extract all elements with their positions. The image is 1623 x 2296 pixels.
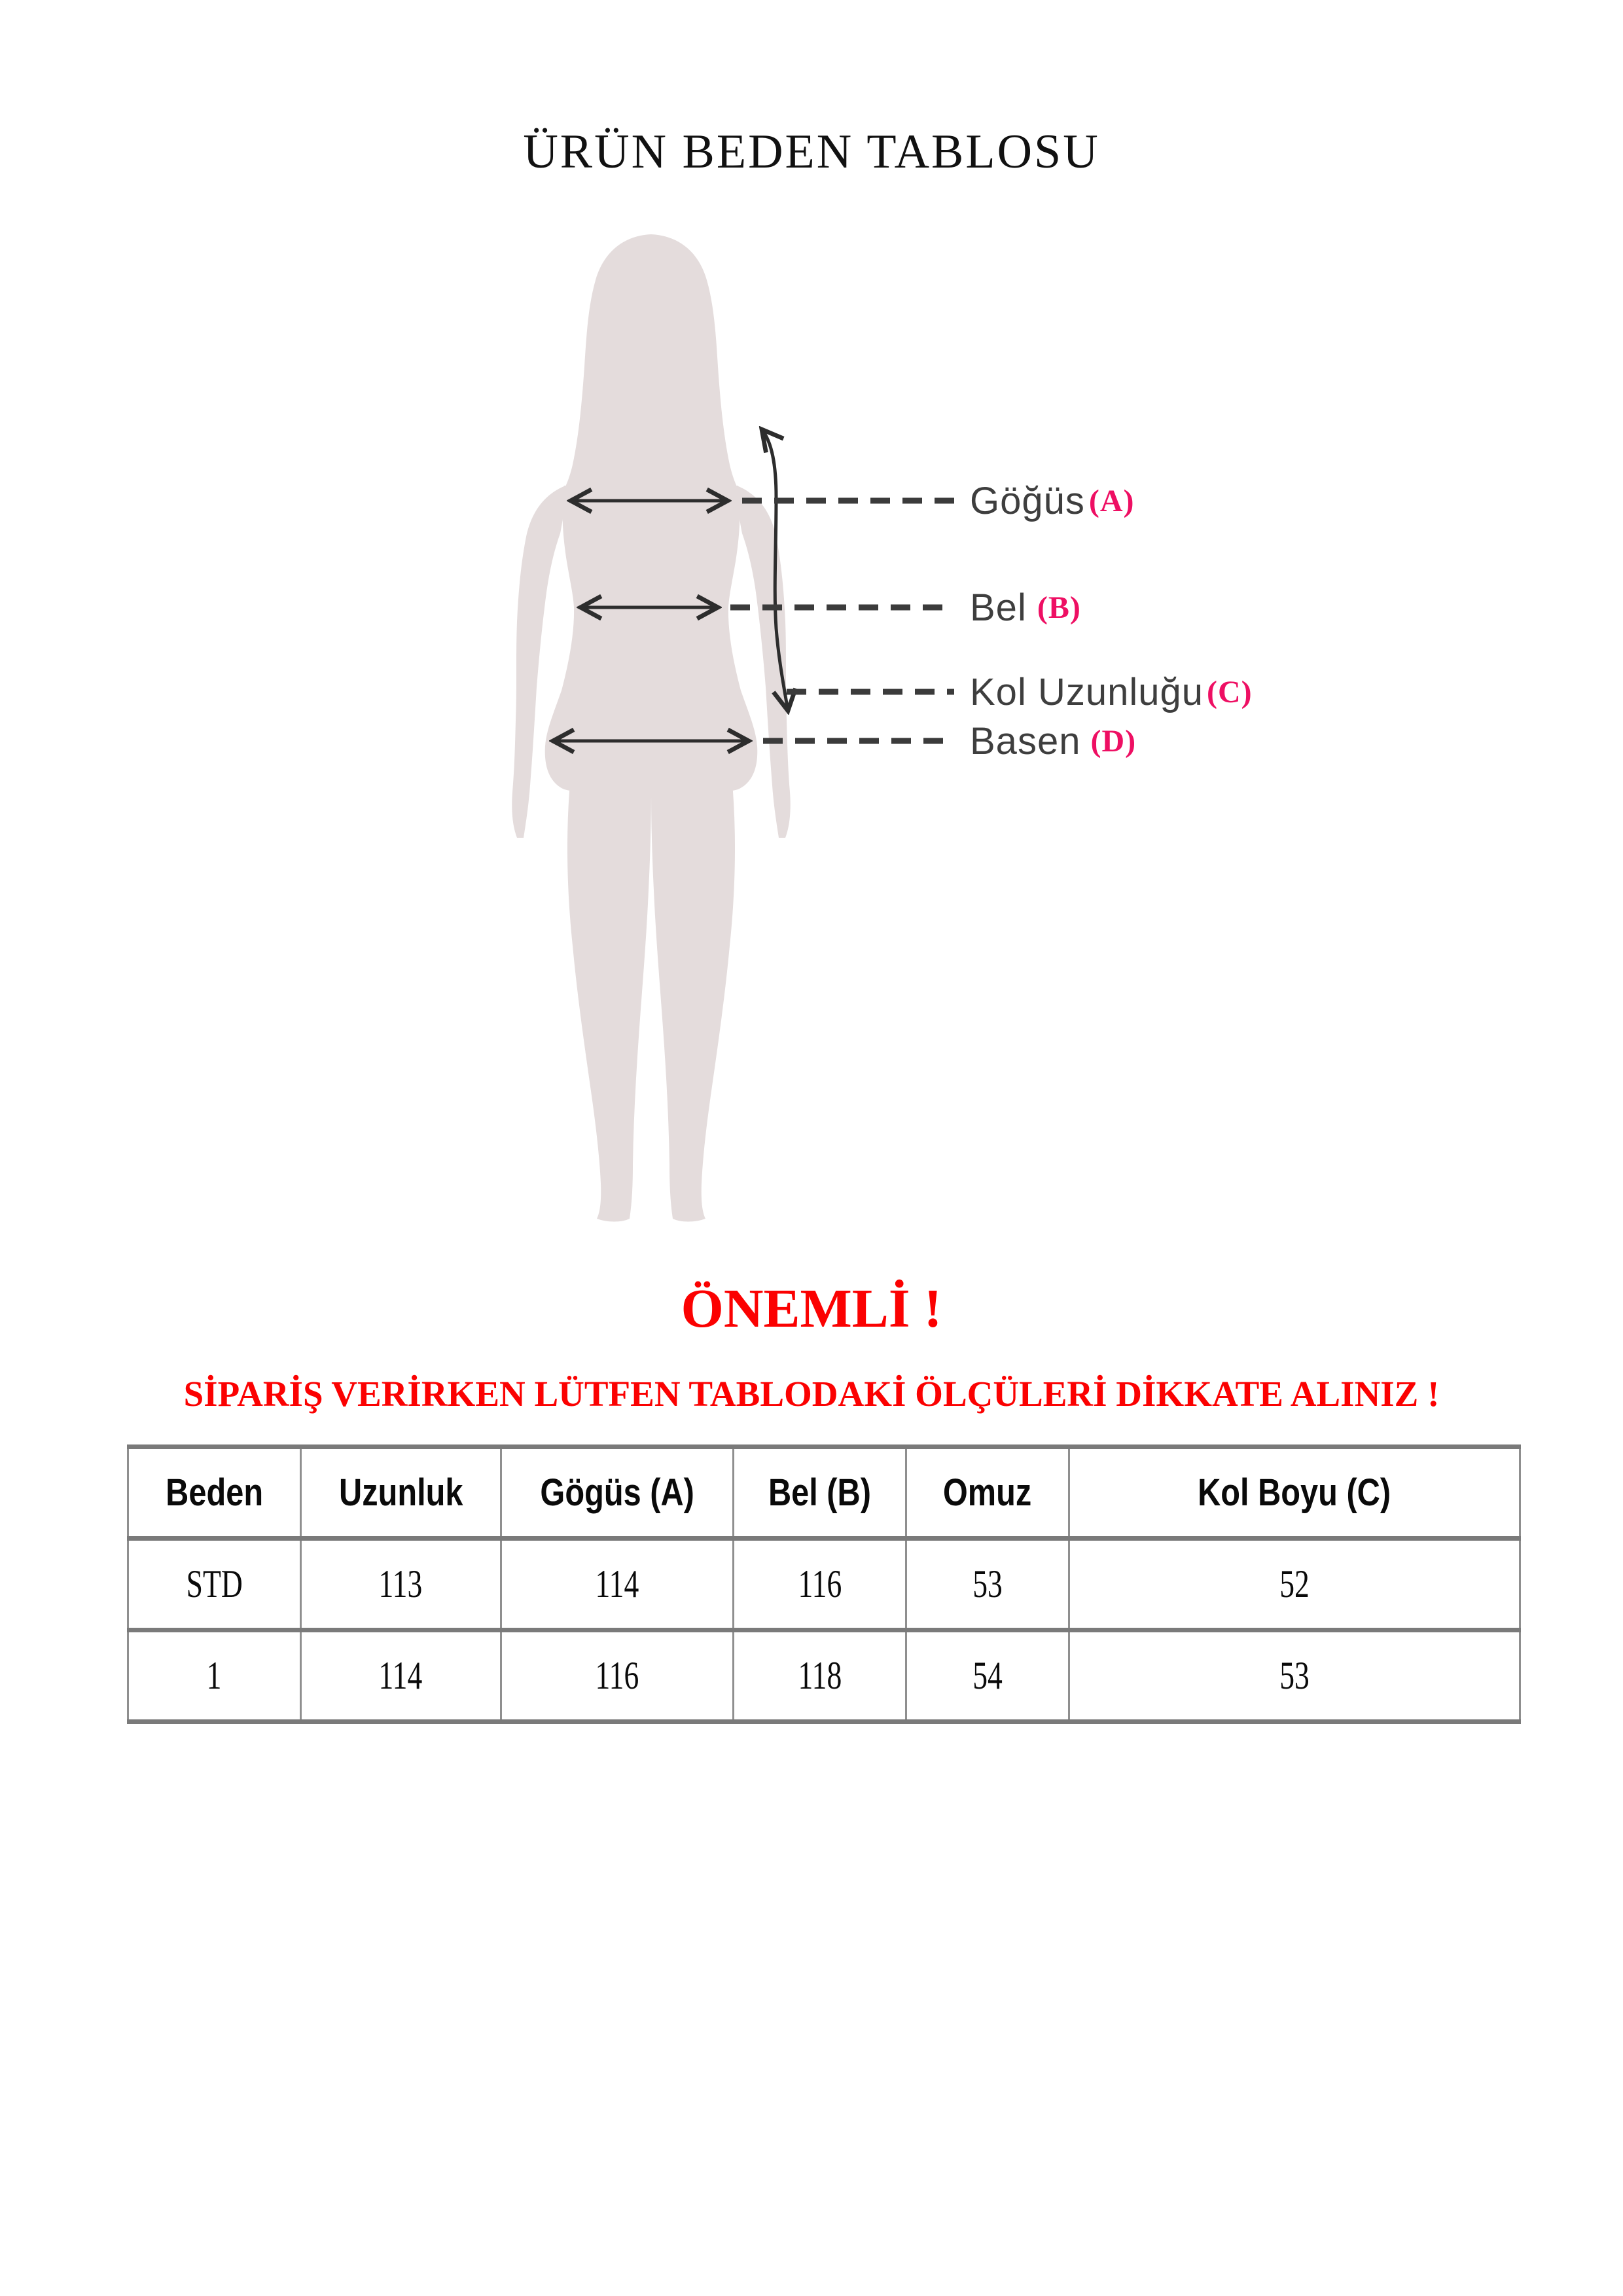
cell: 116 xyxy=(734,1539,906,1630)
header-cell-omuz: Omuz xyxy=(906,1447,1069,1539)
measure-name: Göğüs xyxy=(970,479,1085,522)
measure-name: Basen xyxy=(970,719,1081,762)
cell: 116 xyxy=(501,1630,734,1722)
header-cell-uzunluk: Uzunluk xyxy=(300,1447,501,1539)
cell: 114 xyxy=(300,1630,501,1722)
cell: 118 xyxy=(734,1630,906,1722)
header-cell-bel: Bel (B) xyxy=(734,1447,906,1539)
header-cell-beden: Beden xyxy=(128,1447,301,1539)
measure-label-chest xyxy=(970,477,1135,524)
cell: 53 xyxy=(1069,1630,1520,1722)
measure-name: Bel xyxy=(970,586,1027,629)
measure-name: Kol Uzunluğu xyxy=(970,670,1204,713)
cell: 114 xyxy=(501,1539,734,1630)
body-silhouette-icon xyxy=(512,234,790,1222)
size-table xyxy=(127,1444,1521,1724)
table-row-std xyxy=(128,1539,1520,1630)
cell: 1 xyxy=(128,1630,301,1722)
cell: 54 xyxy=(906,1630,1069,1722)
measure-code: (A) xyxy=(1088,483,1135,518)
header-cell-kol-boyu: Kol Boyu (C) xyxy=(1069,1447,1520,1539)
measure-label-waist xyxy=(970,584,1081,631)
measure-label-hip xyxy=(970,717,1136,764)
measure-code: (B) xyxy=(1037,590,1081,625)
measure-code: (C) xyxy=(1207,674,1253,709)
cell: STD xyxy=(128,1539,301,1630)
table-row-1 xyxy=(128,1630,1520,1722)
header-cell-gogus: Gögüs (A) xyxy=(501,1447,734,1539)
order-warning-text: SİPARİŞ VERİRKEN LÜTFEN TABLODAKİ ÖLÇÜLERİ DİKKATE ALINIZ ! xyxy=(183,1374,1440,1414)
cell: 113 xyxy=(300,1539,501,1630)
measure-code: (D) xyxy=(1090,723,1137,759)
page-title: ÜRÜN BEDEN TABLOSU xyxy=(523,125,1100,179)
cell: 52 xyxy=(1069,1539,1520,1630)
measure-label-arm-length xyxy=(970,668,1253,715)
cell: 53 xyxy=(906,1539,1069,1630)
important-heading: ÖNEMLİ ! xyxy=(681,1278,942,1339)
table-header-row xyxy=(128,1447,1520,1539)
